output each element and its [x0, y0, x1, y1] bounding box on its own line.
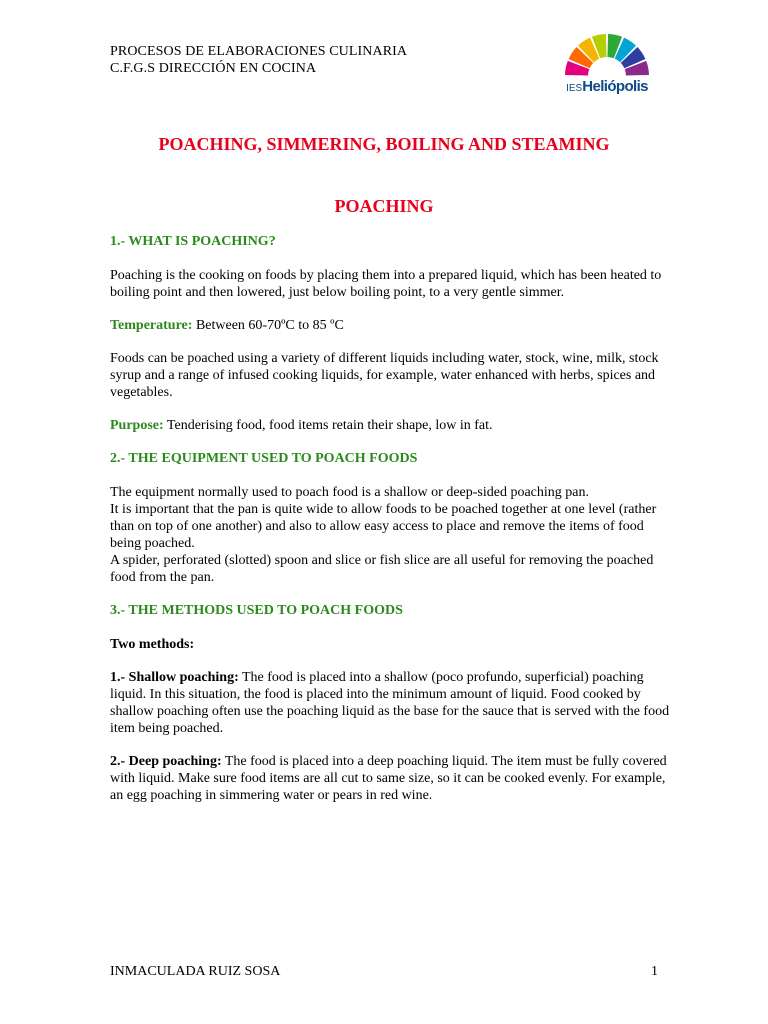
equipment-line-3: A spider, perforated (slotted) spoon and slice or fish slice are all useful for removing the poached food from the pan.: [110, 553, 654, 585]
logo-prefix: IES: [566, 83, 583, 94]
page-number: 1: [651, 964, 658, 979]
header-line-2: C.F.G.S DIRECCIÓN EN COCINA: [110, 61, 317, 76]
equipment-line-2: It is important that the pan is quite wide to allow foods to be poached together at one level (rather than on top of one another) and also to allow easy access to place and remove the items of food being poached.: [110, 502, 657, 551]
purpose-value: Tenderising food, food items retain their shape, low in fat.: [163, 418, 493, 433]
document-title: POACHING, SIMMERING, BOILING AND STEAMING: [158, 134, 610, 154]
rainbow-arc-icon: [563, 30, 651, 78]
paragraph-temperature: [110, 317, 670, 334]
school-logo: [563, 30, 651, 102]
temperature-value: Between 60-70ºC to 85 ºC: [192, 318, 344, 333]
shallow-poaching-text: The food is placed into a shallow (poco profundo, superficial) poaching liquid. In this situation, the food is placed into the minimum amount of liquid. Food cooked by shallow poaching often use the poaching liquid as the base for the sauce that is served with the food item being poached.: [110, 670, 670, 736]
paragraph-equipment: [110, 484, 670, 586]
deep-poaching-text: The food is placed into a deep poaching liquid. The item must be fully covered with liquid. Make sure food items are all cut to same size, so it can be cooked evenly. For example, an egg poaching in simmering water or pears in red wine.: [110, 754, 667, 803]
section-title: POACHING: [334, 196, 434, 216]
document-body: [110, 233, 670, 820]
paragraph-deep-poaching: [110, 753, 670, 804]
two-methods-label: Two methods:: [110, 637, 195, 652]
header-line-1: PROCESOS DE ELABORACIONES CULINARIA: [110, 44, 408, 59]
heading-methods: 3.- THE METHODS USED TO POACH FOODS: [110, 603, 403, 618]
shallow-poaching-label: 1.- Shallow poaching:: [110, 670, 239, 685]
logo-name: Heliópolis: [582, 78, 648, 95]
footer-author: INMACULADA RUIZ SOSA: [110, 964, 281, 979]
paragraph-liquids: Foods can be poached using a variety of different liquids including water, stock, wine, milk, stock syrup and a range of infused cooking liquids, for example, water enhanced with herbs, spices and vegetables.: [110, 351, 659, 400]
heading-equipment: 2.- THE EQUIPMENT USED TO POACH FOODS: [110, 451, 418, 466]
purpose-label: Purpose:: [110, 418, 164, 433]
deep-poaching-label: 2.- Deep poaching:: [110, 754, 222, 769]
heading-what-is-poaching: 1.- WHAT IS POACHING?: [110, 234, 276, 249]
paragraph-shallow-poaching: [110, 669, 670, 737]
temperature-label: Temperature:: [110, 318, 193, 333]
paragraph-definition: Poaching is the cooking on foods by placing them into a prepared liquid, which has been heated to boiling point and then lowered, just below boiling point, to a very gentle simmer.: [110, 268, 662, 300]
logo-text: [563, 78, 651, 95]
page-header: [110, 43, 407, 77]
equipment-line-1: The equipment normally used to poach food is a shallow or deep-sided poaching pan.: [110, 485, 589, 500]
paragraph-purpose: [110, 417, 670, 434]
